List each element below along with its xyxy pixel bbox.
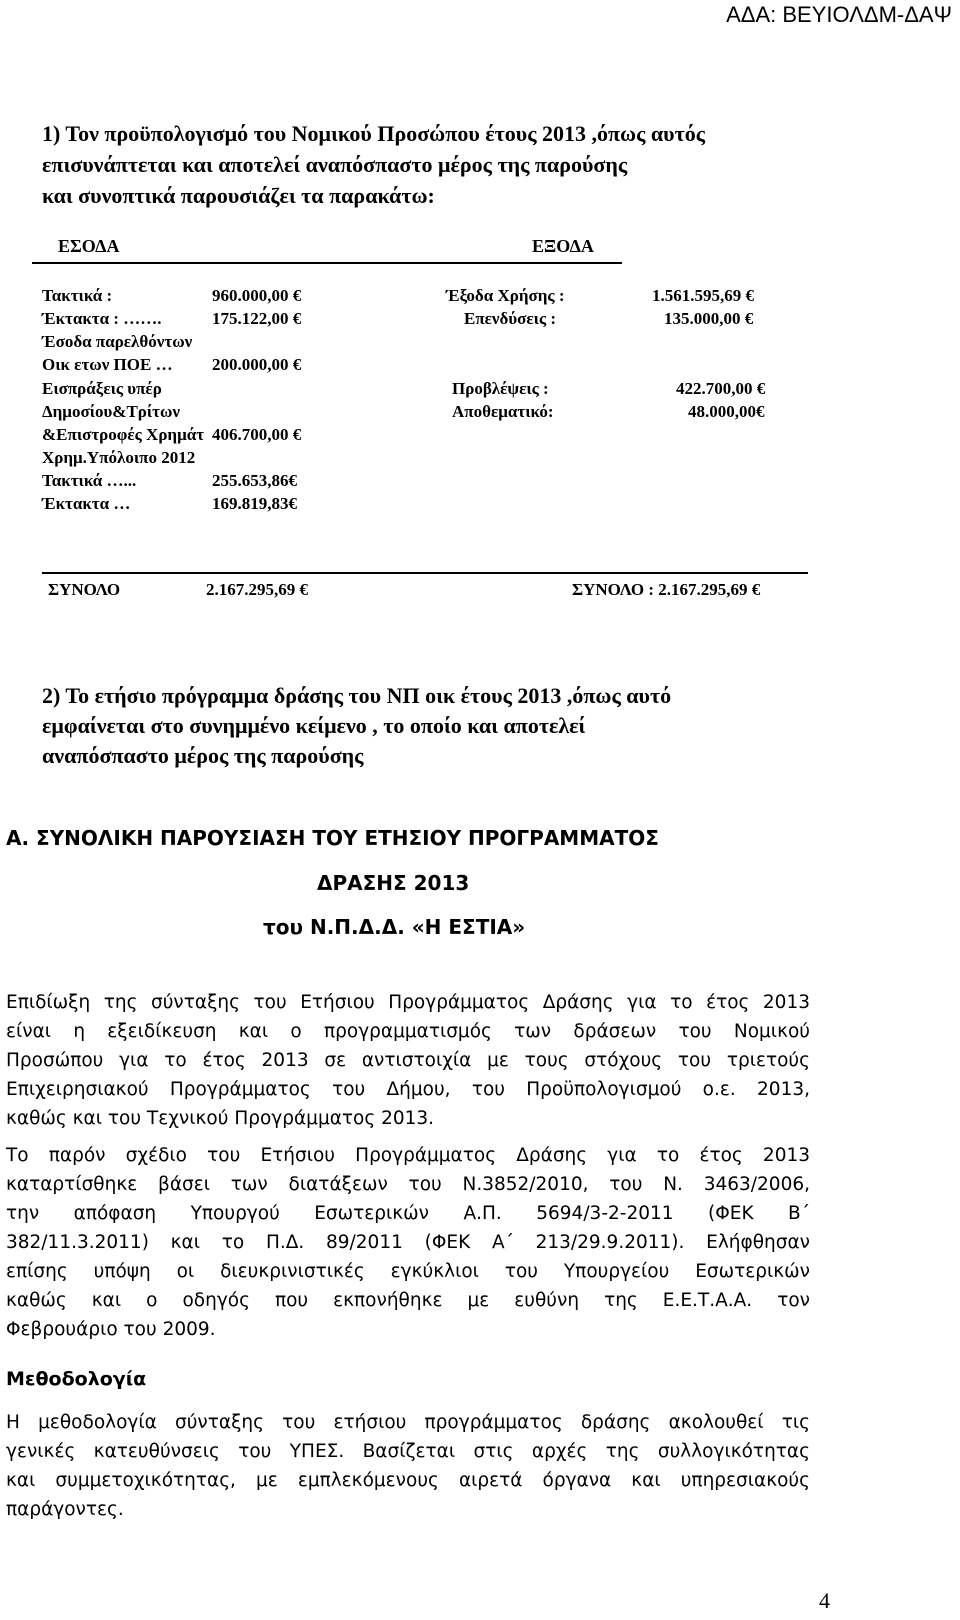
expense-value: 422.700,00 € bbox=[676, 379, 766, 398]
income-label: Εισπράξεις υπέρ bbox=[42, 379, 162, 398]
program-title-line-1: Α. ΣΥΝΟΛΙΚΗ ΠΑΡΟΥΣΙΑΣΗ ΤΟΥ ΕΤΗΣΙΟΥ ΠΡΟΓΡΑΜΜΑΤΟΣ bbox=[6, 826, 659, 850]
section2-line-3: αναπόσπαστο μέρος της παρούσης bbox=[42, 743, 364, 768]
income-label: &Επιστροφές Χρημάτ bbox=[42, 425, 205, 444]
income-value: 960.000,00 € bbox=[212, 286, 302, 305]
text-line: καταρτίσθηκε βάσει των διατάξεων του Ν.3852/2010, του Ν. 3463/2006, bbox=[6, 1174, 810, 1195]
text-line: Επιδίωξη της σύνταξης του Ετήσιου Προγράμματος Δράσης για το έτος 2013 bbox=[6, 992, 810, 1013]
income-header: ΕΣΟΔΑ bbox=[58, 236, 120, 256]
income-label: Χρημ.Υπόλοιπο 2012 bbox=[42, 448, 196, 467]
income-value: 406.700,00 € bbox=[212, 425, 302, 444]
section2-line-2: εμφαίνεται στο συνημμένο κείμενο , το οποίο και αποτελεί bbox=[42, 713, 586, 738]
page-number: 4 bbox=[819, 1588, 830, 1613]
header-rule bbox=[32, 262, 622, 264]
intro-line-2: επισυνάπτεται και αποτελεί αναπόσπαστο μέρος της παρούσης bbox=[42, 152, 628, 177]
total-income-value: 2.167.295,69 € bbox=[206, 580, 308, 599]
expense-header: ΕΞΟΔΑ bbox=[532, 236, 594, 256]
methodology-heading: Μεθοδολογία bbox=[6, 1368, 147, 1390]
income-value: 255.653,86€ bbox=[212, 471, 297, 490]
text-line: Η μεθοδολογία σύνταξης του ετήσιου προγράμματος δράσης ακολουθεί τις bbox=[6, 1412, 810, 1433]
text-line: 382/11.3.2011) και το Π.Δ. 89/2011 (ΦΕΚ Α΄ 213/29.9.2011). Ελήφθησαν bbox=[6, 1232, 810, 1253]
expense-label: Προβλέψεις : bbox=[452, 379, 549, 398]
text-line: Προσώπου για το έτος 2013 σε αντιστοιχία με τους στόχους του τριετούς bbox=[6, 1050, 810, 1071]
text-line: είναι η εξειδίκευση και ο προγραμματισμός των δράσεων του Νομικού bbox=[6, 1021, 810, 1042]
expense-label: Επενδύσεις : bbox=[464, 309, 557, 328]
text-line: επίσης υπόψη οι διευκρινιστικές εγκύκλιοι του Υπουργείου Εσωτερικών bbox=[6, 1261, 810, 1282]
program-title-line-3: του Ν.Π.Δ.Δ. «Η ΕΣΤΙΑ» bbox=[263, 915, 526, 939]
text-line: καθώς και του Τεχνικού Προγράμματος 2013. bbox=[6, 1108, 435, 1129]
income-label: Οικ ετων ΠΟΕ … bbox=[42, 355, 173, 374]
text-line: την απόφαση Υπουργού Εσωτερικών Α.Π. 5694/3-2-2011 (ΦΕΚ Β΄ bbox=[6, 1203, 810, 1224]
income-label: Δημοσίου&Τρίτων bbox=[42, 402, 181, 421]
income-value: 169.819,83€ bbox=[212, 494, 297, 513]
income-value: 175.122,00 € bbox=[212, 309, 302, 328]
paragraph-purpose bbox=[6, 988, 810, 1133]
expense-value: 135.000,00 € bbox=[664, 309, 754, 328]
income-value: 200.000,00 € bbox=[212, 355, 302, 374]
expense-label: Αποθεματικό: bbox=[452, 402, 554, 421]
total-expense: ΣΥΝΟΛΟ : 2.167.295,69 € bbox=[572, 580, 761, 599]
intro-line-3: και συνοπτικά παρουσιάζει τα παρακάτω: bbox=[42, 183, 435, 208]
text-line: Το παρόν σχέδιο του Ετήσιου Προγράμματος Δράσης για το έτος 2013 bbox=[6, 1145, 810, 1166]
income-label: Έκτακτα … bbox=[42, 494, 131, 513]
expense-label: Έξοδα Χρήσης : bbox=[446, 286, 565, 305]
paragraph-methodology bbox=[6, 1408, 810, 1524]
ada-code: ΑΔΑ: ΒΕΥΙΟΛΔΜ-ΔΑΨ bbox=[726, 2, 952, 27]
text-line: παράγοντες. bbox=[6, 1499, 124, 1520]
section2-line-1: 2) Το ετήσιο πρόγραμμα δράσης του ΝΠ οικ έτους 2013 ,όπως αυτό bbox=[42, 683, 672, 708]
income-label: Έκτακτα : ……. bbox=[42, 309, 162, 328]
program-title-line-2: ΔΡΑΣΗΣ 2013 bbox=[317, 871, 470, 895]
expense-value: 1.561.595,69 € bbox=[652, 286, 754, 305]
expense-value: 48.000,00€ bbox=[688, 402, 765, 421]
income-label: Τακτικά …... bbox=[42, 471, 137, 490]
text-line: Φεβρουάριο του 2009. bbox=[6, 1319, 216, 1340]
text-line: Επιχειρησιακού Προγράμματος του Δήμου, του Προϋπολογισμού ο.ε. 2013, bbox=[6, 1079, 810, 1100]
total-rule bbox=[42, 572, 808, 574]
paragraph-legal-basis bbox=[6, 1141, 810, 1344]
text-line: γενικές κατευθύνσεις του ΥΠΕΣ. Βασίζεται στις αρχές της συλλογικότητας bbox=[6, 1441, 810, 1462]
text-line: και συμμετοχικότητας, με εμπλεκόμενους αιρετά όργανα και υπηρεσιακούς bbox=[6, 1470, 810, 1491]
income-label: Τακτικά : bbox=[42, 286, 113, 305]
total-income-label: ΣΥΝΟΛΟ bbox=[48, 580, 121, 599]
income-label: Έσοδα παρελθόντων bbox=[42, 332, 193, 351]
intro-line-1: 1) Τον προϋπολογισμό του Νομικού Προσώπου έτους 2013 ,όπως αυτός bbox=[42, 121, 706, 146]
text-line: καθώς και ο οδηγός που εκπονήθηκε με ευθύνη της Ε.Ε.Τ.Α.Α. τον bbox=[6, 1290, 810, 1311]
